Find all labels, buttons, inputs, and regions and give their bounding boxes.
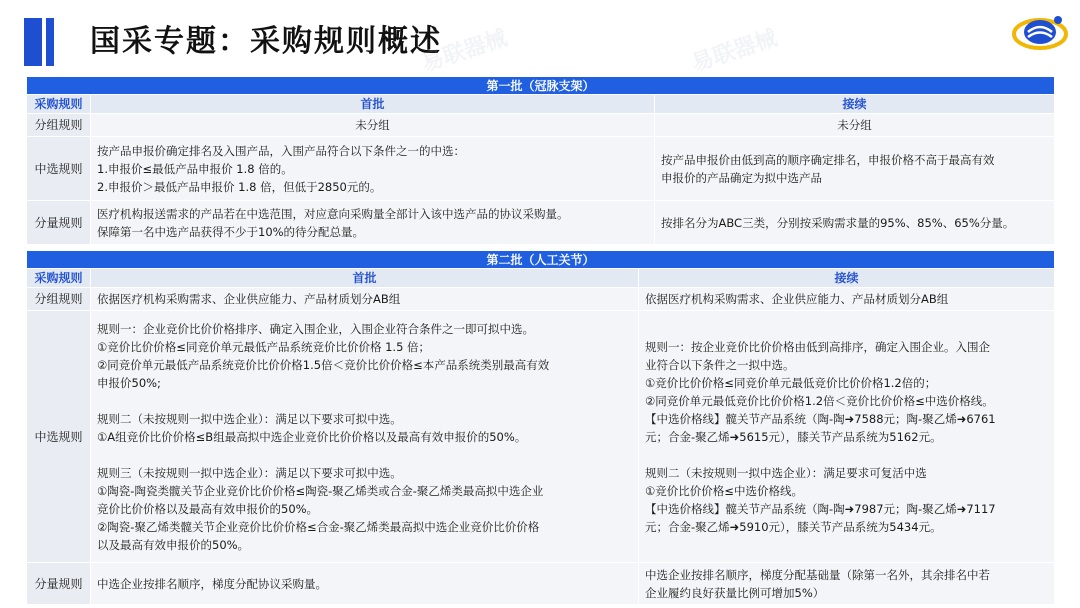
- header-first: 首批: [91, 95, 655, 114]
- header-renewal: 接续: [639, 269, 1055, 288]
- text-line: 规则一：企业竞价比价价格排序、确定入围企业，入围企业符合条件之一即可拟中选。: [97, 321, 534, 336]
- cell-selection-renewal: [639, 311, 1055, 563]
- cell-selection-renewal: [655, 137, 1055, 201]
- cell-allocation-first: [91, 201, 655, 245]
- header-renewal: 接续: [655, 95, 1055, 114]
- text-line: 按产品申报价由低到高的顺序确定排名，申报价格不高于最高有效: [661, 152, 995, 167]
- text-line: 元；合金-聚乙烯➜5910元），膝关节产品系统为5434元。: [645, 519, 942, 534]
- text-line: ①竞价比价价格≤同竞价单元最低竞价比价价格1.2倍的；: [645, 375, 937, 390]
- cell-grouping-first: 依据医疗机构采购需求、企业供应能力、产品材质划分AB组: [91, 288, 639, 311]
- batch1-band: 第一批（冠脉支架）: [27, 77, 1055, 95]
- batch2-header-row: [27, 269, 1055, 288]
- text-line: 规则二（未按规则一拟中选企业）：满足以下要求可拟中选。: [97, 411, 402, 426]
- text-line: 申报价50%;: [97, 375, 161, 390]
- cell-selection-first: [91, 137, 655, 201]
- page-title: 国采专题：采购规则概述: [90, 24, 442, 59]
- text-line: 中选企业按排名顺序，梯度分配基础量（除第一名外，其余排名中若: [645, 567, 990, 582]
- batch1-header-row: [27, 95, 1055, 114]
- batch1-table: [26, 76, 1055, 245]
- text-line: 2.申报价＞最低产品申报价 1.8 倍，但低于2850元的。: [97, 179, 382, 194]
- cell-allocation-first: 中选企业按排名顺序，梯度分配协议采购量。: [91, 563, 639, 605]
- text-line: 以及最高有效申报价的50%。: [97, 537, 250, 552]
- batch2-table: [26, 250, 1055, 605]
- watermark: 易联器械: [418, 25, 511, 77]
- text-line: 医疗机构报送需求的产品若在中选范围，对应意向采购量全部计入该中选产品的协议采购量。: [97, 206, 569, 221]
- header-rule: 采购规则: [27, 269, 91, 288]
- text-line: 规则三（未按规则一拟中选企业）：满足以下要求可拟中选。: [97, 465, 402, 480]
- text-line: ①陶瓷-陶瓷类髋关节企业竞价比价价格≤陶瓷-聚乙烯类或合金-聚乙烯类最高拟中选企业: [97, 483, 544, 498]
- table-row: [27, 311, 1055, 563]
- text-line: 【中选价格线】髋关节产品系统（陶-陶➜7987元；陶-聚乙烯➜7117: [645, 501, 996, 516]
- spacer: [97, 392, 632, 410]
- cell-selection-first: [91, 311, 639, 563]
- title-accent-bar-thin: [46, 18, 54, 66]
- text-line: 按产品申报价确定排名及入围产品，入围产品符合以下条件之一的中选：: [97, 143, 465, 158]
- text-line: 元；合金-聚乙烯➜5615元），膝关节产品系统为5162元。: [645, 429, 942, 444]
- watermark: 易联器械: [688, 25, 781, 77]
- row-label-allocation: 分量规则: [27, 563, 91, 605]
- table-row: [27, 201, 1055, 245]
- company-logo-icon: [1010, 8, 1070, 56]
- text-line: 规则一：按企业竞价比价价格由低到高排序，确定入围企业。入围企: [645, 339, 990, 354]
- text-line: 【中选价格线】髋关节产品系统（陶-陶➜7588元；陶-聚乙烯➜6761: [645, 411, 996, 426]
- title-accent-bar: [24, 18, 42, 66]
- header-first: 首批: [91, 269, 639, 288]
- text-line: 申报价的产品确定为拟中选产品: [661, 170, 822, 185]
- text-line: 保障第一名中选产品获得不少于10%的待分配总量。: [97, 224, 365, 239]
- text-line: ②陶瓷-聚乙烯类髋关节企业竞价比价价格≤合金-聚乙烯类最高拟中选企业竞价比价价格: [97, 519, 540, 534]
- batch2-band: 第二批（人工关节）: [27, 251, 1055, 269]
- row-label-grouping: 分组规则: [27, 114, 91, 137]
- table-row: [27, 288, 1055, 311]
- table-row: [27, 563, 1055, 605]
- header-rule: 采购规则: [27, 95, 91, 114]
- cell-allocation-renewal: 按排名分为ABC三类，分别按采购需求量的95%、85%、65%分量。: [655, 201, 1055, 245]
- text-line: ②同竞价单元最低产品系统竞价比价价格1.5倍＜竞价比价价格≤本产品系统类别最高有效: [97, 357, 550, 372]
- text-line: 规则二（未按规则一拟中选企业）：满足要求可复活中选: [645, 465, 927, 480]
- row-label-selection: 中选规则: [27, 311, 91, 563]
- text-line: 1.申报价≤最低产品申报价 1.8 倍的。: [97, 161, 293, 176]
- text-line: 业符合以下条件之一拟中选。: [645, 357, 795, 372]
- spacer: [645, 446, 1048, 464]
- cell-grouping-renewal: 依据医疗机构采购需求、企业供应能力、产品材质划分AB组: [639, 288, 1055, 311]
- text-line: ②同竞价单元最低竞价比价价格1.2倍＜竞价比价价格≤中选价格线。: [645, 393, 994, 408]
- spacer: [97, 446, 632, 464]
- title-bar: [0, 0, 1080, 72]
- cell-grouping-renewal: 未分组: [655, 114, 1055, 137]
- table-row: [27, 137, 1055, 201]
- row-label-grouping: 分组规则: [27, 288, 91, 311]
- text-line: ①A组竞价比价价格≤B组最高拟中选企业竞价比价价格以及最高有效申报价的50%。: [97, 429, 527, 444]
- row-label-allocation: 分量规则: [27, 201, 91, 245]
- table-row: [27, 114, 1055, 137]
- cell-grouping-first: 未分组: [91, 114, 655, 137]
- row-label-selection: 中选规则: [27, 137, 91, 201]
- cell-allocation-renewal: [639, 563, 1055, 605]
- text-line: ①竞价比价价格≤中选价格线。: [645, 483, 803, 498]
- text-line: 竞价比价价格以及最高有效申报价的50%。: [97, 501, 319, 516]
- text-line: ①竞价比价价格≤同竞价单元最低产品系统竞价比价价格 1.5 倍；: [97, 339, 431, 354]
- text-line: 企业履约良好获量比例可增加5%）: [645, 585, 825, 600]
